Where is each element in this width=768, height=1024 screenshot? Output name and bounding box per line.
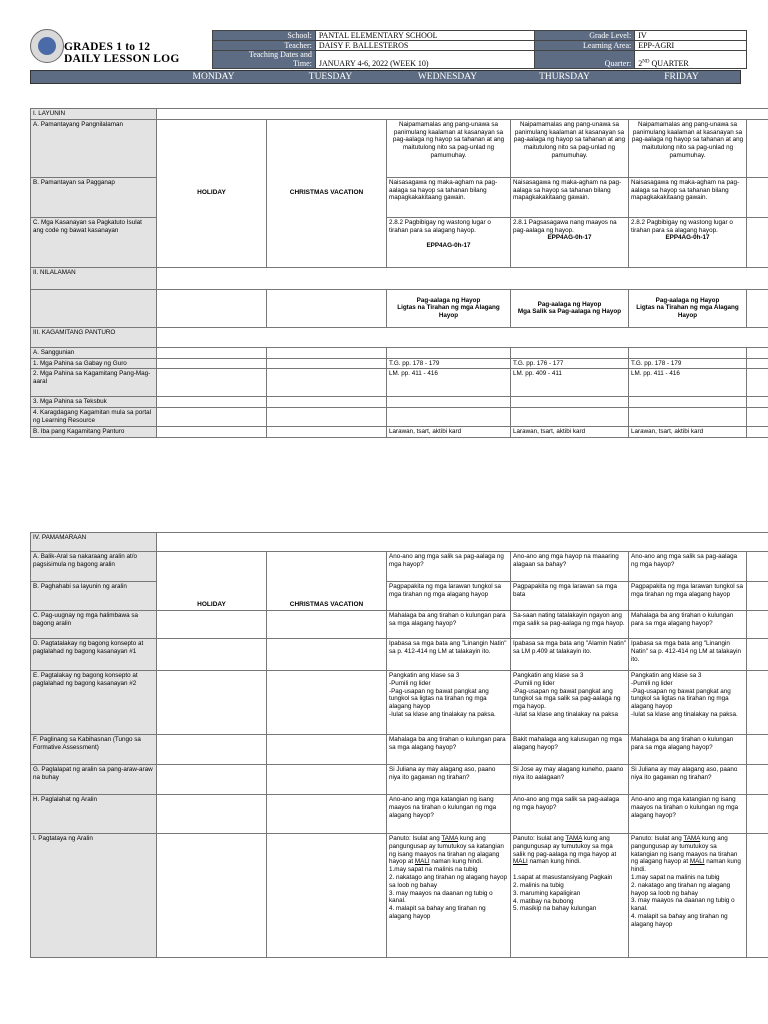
- wed-pagtataya-b: kung ang pangungusap ay tumutukoy sa katangian ng isang maayos na tirahan ng alagang hayop at: [389, 835, 504, 866]
- empty-cell: [267, 834, 387, 958]
- area-label: Learning Area:: [535, 41, 635, 51]
- fri-paghahabi: Pagpapakita ng mga larawan tungkol sa mga tirahan ng mga alagang hayop: [629, 582, 747, 611]
- thu-paglalahat: Ano-ano ang mga salik sa pag-aalaga ng mga hayop?: [511, 795, 629, 834]
- wed-pagtataya-c: naman kung hindi.: [429, 858, 483, 866]
- tue-nilalaman: [267, 289, 387, 327]
- nilalaman-label-blank: [31, 289, 157, 327]
- teacher-label: Teacher:: [213, 41, 316, 51]
- lesson-objectives-table: [30, 108, 768, 438]
- quarter-text: QUARTER: [649, 59, 689, 68]
- extra-cell: [747, 795, 768, 834]
- empty-cell: [267, 671, 387, 735]
- empty-cell: [157, 408, 267, 427]
- day-friday: FRIDAY: [664, 72, 699, 82]
- empty-cell: [267, 408, 387, 427]
- extra-cell: [747, 552, 768, 582]
- fri-nilalaman: [629, 289, 747, 327]
- thu-pagganap: Naisasagawa ng maka-agham na pag-aalaga sa hayop sa tahanan bilang mapagkakakitaang gawain.: [511, 177, 629, 217]
- wed-paglalapat: Si Juliana ay may alagang aso, paano niya ito gagawan ng tirahan?: [387, 765, 511, 795]
- row-label-pagtalakay-2: E. Pagtalakay ng bagong konsepto at paglalahad ng bagong kasanayan #2: [31, 671, 157, 735]
- thu-pagtataya-a: Panuto: Isulat ang: [513, 835, 566, 842]
- empty-cell: [157, 834, 267, 958]
- thu-nilalaman: [511, 289, 629, 327]
- row-label-balik-aral: A. Balik-Aral sa nakaraang aralin at/o pagsisimula ng bagong aralin: [31, 552, 157, 582]
- section-pamamaraan: IV. PAMAMARAAN: [31, 533, 157, 552]
- dates-value: JANUARY 4-6, 2022 (WEEK 10): [315, 51, 535, 69]
- row-label-pagtataya: I. Pagtataya ng Aralin: [31, 834, 157, 958]
- empty-cell: [267, 347, 387, 358]
- wed-paghahabi: Pagpapakita ng mga larawan tungkol sa mga tirahan ng mga alagang hayop: [387, 582, 511, 611]
- day-thursday: THURSDAY: [539, 72, 590, 82]
- teacher-value: DAISY F. BALLESTEROS: [315, 41, 535, 51]
- thu-kasanayan-code: EPP4AG-0h-17: [547, 234, 592, 242]
- empty-cell: [387, 408, 511, 427]
- fri-pagganap: Naisasagawa ng maka-agham na pag-aalaga sa hayop sa tahanan bilang mapagkakakitaang gawain.: [629, 177, 747, 217]
- empty-cell: [157, 765, 267, 795]
- wed-pagtalakay-2: Pangkatin ang klase sa 3 -Pumili ng lider -Pag-usapan ng bawat pangkat ang tungkol sa ligtas na tirahan ng mga alagang hayop -Iulat sa klase ang tinalakay na paksa.: [387, 671, 511, 735]
- wed-paglalahat: Ano-ano ang mga katangian ng isang maayos na tirahan o kulungan ng mga alagang hayop?: [387, 795, 511, 834]
- fri-nilalaman-2: Ligtas na Tirahan ng mga Alagang Hayop: [636, 304, 739, 320]
- extra-cell: [747, 611, 768, 639]
- thu-pangnilalaman: Naipamamalas ang pang-unawa sa panimulang kaalaman at kasanayan sa pag-aalaga ng hayop sa tahanan at ang maitutulong nito sa pag-unlad ng pamumuhay.: [511, 119, 629, 177]
- extra-cell: [747, 397, 768, 408]
- thu-gabay-guro: T.G. pp. 176 - 177: [511, 358, 629, 369]
- fri-pagtataya-items: 1.may sapat na malinis na tubig 2. nakatago ang tirahan ng alagang hayop sa loob ng bahay 3. may maayos na daanan ng tubig o kanal. 4. malapit sa bahay ang tirahan ng alagang hayop: [631, 873, 735, 928]
- extra-cell: [747, 427, 768, 438]
- quarter-num: 2: [638, 59, 643, 68]
- weekday-bar: [30, 70, 741, 84]
- extra-cell: [747, 735, 768, 765]
- title-line-1: GRADES 1 to 12: [64, 41, 151, 53]
- thu-kasanayan-text: 2.8.1 Pagsasagawa nang maayos na pag-aalaga ng hayop.: [513, 218, 617, 234]
- empty-cell: [267, 397, 387, 408]
- fri-paglalapat: Si Juliana ay may alagang aso, paano niya ito gagawan ng tirahan?: [629, 765, 747, 795]
- fri-paglalahat: Ano-ano ang mga katangian ng isang maayos na tirahan o kulungan ng mga alagang hayop?: [629, 795, 747, 834]
- fri-mag-aaral: LM. pp. 411 - 416: [629, 369, 747, 397]
- row-label-paglalapat: G. Paglalapat ng aralin sa pang-araw-araw na buhay: [31, 765, 157, 795]
- extra-cell: [747, 582, 768, 611]
- fri-kasanayan: [629, 217, 747, 267]
- empty-cell: [267, 735, 387, 765]
- wed-nilalaman-1: Pag-aalaga ng Hayop: [416, 296, 481, 304]
- empty-cell: [157, 611, 267, 639]
- wed-pagtatalakay-1: Ipabasa sa mga bata ang "Linangin Natin" sa p. 412-414 ng LM at talakayin ito.: [387, 639, 511, 671]
- empty-cell: [267, 358, 387, 369]
- fri-iba-pang-kagamitan: Larawan, tsart, aktibi kard: [629, 427, 747, 438]
- deped-seal-logo: [30, 29, 64, 63]
- empty-cell: [511, 408, 629, 427]
- mon-nilalaman: [157, 289, 267, 327]
- thu-pagtataya-b: kung ang pangungusap ay tumutukoy sa mga salik ng pag-aalaga ng mga hayop at: [513, 835, 617, 858]
- row-label-paglalahat: H. Paglalahat ng Aralin: [31, 795, 157, 834]
- section-kagamitan: III. KAGAMITANG PANTURO: [31, 327, 157, 347]
- wed-gabay-guro: T.G. pp. 178 - 179: [387, 358, 511, 369]
- empty-cell: [157, 358, 267, 369]
- fri-pagtatalakay-1: Ipabasa sa mga bata ang "Linangin Natin" sa p. 412-414 ng LM at talakayin ito.: [629, 639, 747, 671]
- wed-nilalaman-2: Ligtas na Tirahan ng mga Alagang Hayop: [397, 304, 500, 320]
- grade-value: IV: [635, 31, 747, 41]
- wed-balik-aral: Ano-ano ang mga salik sa pag-aalaga ng mga hayop?: [387, 552, 511, 582]
- quarter-sup: ND: [642, 59, 650, 65]
- tuesday-vacation: CHRISTMAS VACATION: [267, 119, 387, 267]
- section-pamamaraan-blank: [157, 533, 768, 552]
- header-info-grid: [212, 30, 747, 69]
- row-label-teksbuk: 3. Mga Pahina sa Teksbuk: [31, 397, 157, 408]
- row-label-pamantayan-pagganap: B. Pamantayan sa Pagganap: [31, 177, 157, 217]
- extra-cell: [747, 347, 768, 358]
- wed-kasanayan: [387, 217, 511, 267]
- grade-label: Grade Level:: [535, 31, 635, 41]
- empty-cell: [629, 397, 747, 408]
- day-monday: MONDAY: [192, 72, 235, 82]
- empty-cell: [267, 795, 387, 834]
- thu-pag-uugnay: Sa-saan nating tatalakayin ngayon ang mga salik sa pag-aalaga ng mga hayop.: [511, 611, 629, 639]
- section-layunin: I. LAYUNIN: [31, 109, 157, 120]
- fri-paglinang: Mahalaga ba ang tirahan o kulungan para sa mga alagang hayop?: [629, 735, 747, 765]
- thu-pagtataya-items: 1.sapat at masustansiyang Pagkain 2. malinis na tubig 3. maruming kapaligiran 4. matibay na bubong 5. masikip na bahay kulungan: [513, 874, 613, 913]
- thu-tama: TAMA: [565, 835, 583, 842]
- thu-pagtalakay-2: Pangkatin ang klase sa 3 -Pumili ng lider -Pag-usapan ng bawat pangkat ang tungkol sa mga salik sa pag-aalaga ng mga hayop. -Iulat sa klase ang tinalakay na paksa: [511, 671, 629, 735]
- fri-gabay-guro: T.G. pp. 178 - 179: [629, 358, 747, 369]
- thu-nilalaman-1: Pag-aalaga ng Hayop: [537, 300, 602, 308]
- empty-cell: [157, 427, 267, 438]
- row-label-sanggunian: A. Sanggunian: [31, 347, 157, 358]
- extra-cell: [747, 217, 768, 267]
- extra-cell: [747, 834, 768, 958]
- empty-cell: [267, 427, 387, 438]
- empty-cell: [157, 639, 267, 671]
- fri-kasanayan-text: 2.8.2 Pagbibigay ng wastong lugar o tirahan para sa alagang hayop.: [631, 218, 733, 234]
- empty-cell: [267, 369, 387, 397]
- fri-kasanayan-code: EPP4AG-0h-17: [665, 234, 710, 242]
- extra-cell: [747, 765, 768, 795]
- fri-balik-aral: Ano-ano ang mga salik sa pag-aalaga ng mga hayop?: [629, 552, 747, 582]
- area-value: EPP-AGRI: [635, 41, 747, 51]
- thu-pagtataya-c: naman kung hindi.: [527, 858, 581, 866]
- title-line-2: DAILY LESSON LOG: [64, 53, 180, 65]
- school-label: School:: [213, 31, 316, 41]
- weekday-spacer: [31, 71, 155, 83]
- row-label-pagtatalakay-1: D. Pagtatalakay ng bagong konsepto at paglalahad ng bagong kasanayan #1: [31, 639, 157, 671]
- page-title: [64, 41, 179, 65]
- section-nilalaman: II. NILALAMAN: [31, 267, 157, 289]
- section-nilalaman-blank: [157, 267, 768, 289]
- row-label-kagamitang-mag-aaral: 2. Mga Pahina sa Kagamitang Pang-Mag-aaral: [31, 369, 157, 397]
- fri-pagtataya-b: kung ang pangungusap ay tumutukoy sa katangian ng isang maayos na tirahan ng alagang hayop at: [631, 835, 738, 866]
- dates-label-2: Time:: [293, 58, 312, 68]
- fri-pagtataya-a: Panuto: Isulat ang: [631, 835, 684, 842]
- fri-mali: MALI: [689, 858, 705, 866]
- wed-kasanayan-text: 2.8.2 Pagbibigay ng wastong lugar o tirahan para sa alagang hayop.: [389, 218, 491, 234]
- empty-cell: [267, 639, 387, 671]
- row-label-kasanayan: C. Mga Kasanayan sa Pagkatuto Isulat ang code ng bawat kasanayan: [31, 217, 157, 267]
- lesson-procedure-table: [30, 532, 768, 958]
- fri-pangnilalaman: Naipamamalas ang pang-unawa sa panimulang kaalaman at kasanayan sa pag-aalaga ng hayop sa tahanan at ang maitutulong nito sa pag-unlad ng pamumuhay.: [629, 119, 747, 177]
- empty-cell: [511, 397, 629, 408]
- quarter-label: Quarter:: [535, 51, 635, 69]
- wed-pagtataya-items: 1.may sapat na malinis na tubig 2. nakatago ang tirahan ng alagang hayop sa loob ng bahay 3. may maayos na daanan ng tubig o kanal. 4. malapit sa bahay ang tirahan ng alagang hayop: [389, 866, 507, 920]
- monday-holiday-2: HOLIDAY: [157, 552, 267, 611]
- empty-cell: [629, 408, 747, 427]
- thu-mag-aaral: LM. pp. 409 - 411: [511, 369, 629, 397]
- wed-paglinang: Mahalaga ba ang tirahan o kulungan para sa mga alagang hayop?: [387, 735, 511, 765]
- extra-cell: [747, 358, 768, 369]
- tuesday-vacation-2: CHRISTMAS VACATION: [267, 552, 387, 611]
- fri-pag-uugnay: Mahalaga ba ang tirahan o kulungan para sa mga alagang hayop?: [629, 611, 747, 639]
- wed-pangnilalaman: Naipamamalas ang pang-unawa sa panimulang kaalaman at kasanayan sa pag-aalaga ng hayop sa tahanan at ang maitutulong nito sa pag-unlad ng pamumuhay.: [387, 119, 511, 177]
- empty-cell: [387, 397, 511, 408]
- wed-tama: TAMA: [441, 835, 459, 842]
- row-label-iba-pang-kagamitan: B. Iba pang Kagamitang Panturo: [31, 427, 157, 438]
- row-label-paghahabi: B. Paghahabi sa layunin ng aralin: [31, 582, 157, 611]
- wed-iba-pang-kagamitan: Larawan, tsart, aktibi kard: [387, 427, 511, 438]
- monday-holiday: HOLIDAY: [157, 119, 267, 267]
- dates-label-1: Teaching Dates and: [248, 50, 312, 59]
- thu-paglalapat: Si Jose ay may alagang kuneho, paano niya ito aalagaan?: [511, 765, 629, 795]
- section-kagamitan-blank: [157, 327, 768, 347]
- empty-cell: [157, 397, 267, 408]
- empty-cell: [267, 611, 387, 639]
- empty-cell: [157, 347, 267, 358]
- fri-pagtalakay-2: Pangkatin ang klase sa 3 -Pumili ng lider -Pag-usapan ng bawat pangkat ang tungkol sa ligtas na tirahan ng mga alagang hayop -Iulat sa klase ang tinalakay na paksa.: [629, 671, 747, 735]
- empty-cell: [157, 795, 267, 834]
- extra-cell: [747, 671, 768, 735]
- section-layunin-blank: [157, 109, 768, 120]
- fri-pagtataya-c: naman kung hindi.: [631, 858, 741, 874]
- wed-pagtataya-a: Panuto: Isulat ang: [389, 835, 442, 842]
- thu-mali: MALI: [513, 858, 528, 866]
- school-value: PANTAL ELEMENTARY SCHOOL: [315, 31, 535, 41]
- empty-cell: [511, 347, 629, 358]
- row-label-pag-uugnay: C. Pag-uugnay ng mga halimbawa sa bagong aralin: [31, 611, 157, 639]
- wed-pagganap: Naisasagawa ng maka-agham na pag-aalaga sa hayop sa tahanan bilang mapagkakakitaang gawain.: [387, 177, 511, 217]
- wed-mag-aaral: LM. pp. 411 - 416: [387, 369, 511, 397]
- extra-cell: [747, 119, 768, 177]
- row-label-learning-resource: 4. Karagdagang Kagamitan mula sa portal ng Learning Resource: [31, 408, 157, 427]
- thu-balik-aral: Ano-ano ang mga hayop na maaaring alagaan sa bahay?: [511, 552, 629, 582]
- fri-tama: TAMA: [683, 835, 701, 842]
- empty-cell: [267, 765, 387, 795]
- fri-nilalaman-1: Pag-aalaga ng Hayop: [655, 296, 720, 304]
- thu-paglinang: Bakit mahalaga ang kalusugan ng mga alagang hayop?: [511, 735, 629, 765]
- wed-mali: MALI: [414, 858, 430, 866]
- empty-cell: [157, 671, 267, 735]
- row-label-gabay-guro: 1. Mga Pahina sa Gabay ng Guro: [31, 358, 157, 369]
- extra-cell: [747, 289, 768, 327]
- quarter-value: [635, 51, 747, 69]
- wed-pag-uugnay: Mahalaga ba ang tirahan o kulungan para sa mga alagang hayop?: [387, 611, 511, 639]
- extra-cell: [747, 408, 768, 427]
- empty-cell: [387, 347, 511, 358]
- thu-kasanayan: [511, 217, 629, 267]
- empty-cell: [157, 735, 267, 765]
- row-label-paglinang: F. Paglinang sa Kabihasnan (Tungo sa Formative Assessment): [31, 735, 157, 765]
- extra-cell: [747, 639, 768, 671]
- day-tuesday: TUESDAY: [308, 72, 353, 82]
- fri-pagtataya: [629, 834, 747, 958]
- thu-nilalaman-2: Mga Salik sa Pag-aalaga ng Hayop: [517, 308, 622, 316]
- empty-cell: [629, 347, 747, 358]
- thu-pagtataya: [511, 834, 629, 958]
- wed-pagtataya: [387, 834, 511, 958]
- thu-iba-pang-kagamitan: Larawan, tsart, aktibi kard: [511, 427, 629, 438]
- wed-nilalaman: [387, 289, 511, 327]
- row-label-pamantayang-pangnilalaman: A. Pamantayang Pangnilalaman: [31, 119, 157, 177]
- thu-pagtatalakay-1: Ipabasa sa mga bata ang "Alamin Natin" sa LM p.409 at talakayin ito.: [511, 639, 629, 671]
- day-wednesday: WEDNESDAY: [417, 72, 478, 82]
- extra-cell: [747, 177, 768, 217]
- empty-cell: [157, 369, 267, 397]
- wed-kasanayan-code: EPP4AG-0h-17: [426, 242, 471, 250]
- dates-label: [213, 51, 316, 69]
- extra-cell: [747, 369, 768, 397]
- thu-paghahabi: Pagpapakita ng mga larawan sa mga bata: [511, 582, 629, 611]
